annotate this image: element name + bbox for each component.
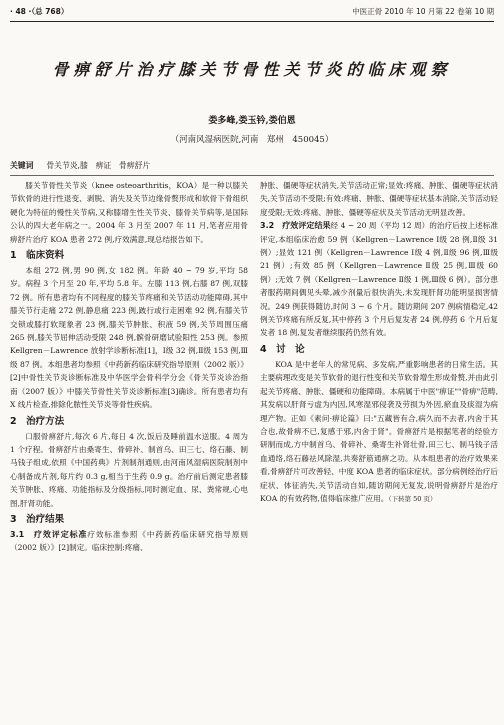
section-4-text: KOA 是中老年人的常见病、多发病,严重影响患者的日常生活。其主要病理改变是关节软骨的退行性变和关节软骨增生形成骨赘,并由此引起关节疼痛、肿胀、僵硬和功能障碍。本病属于中医"痹证""骨痹"范畴,其发病以肝肾亏虚为内因,风寒湿邪侵袭及劳损为外因,瘀血及痰湿为病理产物。正如《素问·痹论篇》曰:"五藏皆有合,病久而不去者,内舍于其合也,故骨痹不已,复感于邪,内舍于肾"。骨痹舒片是根据笔者的经验方研制而成,方中制首乌、骨碎补、桑寄生补肾壮骨,田三七、制马钱子活血通络,络石藤祛风除湿,共奏舒筋通痹之功。从本组患者的治疗效果来看,骨痹舒片可改善轻、中度 KOA 患者的临床症状。部分病例经治疗后症状、体征消失,关节活动自如,随访期间无复发,说明骨痹舒片是治疗 KOA 的有效药物,值得临床推广应用。 <box>260 359 498 503</box>
keywords <box>10 160 150 171</box>
section-3-1-continued: 肿胀、僵硬等症状消失,关节活动正常;显效:疼痛、肿胀、僵硬等症状消失,关节活动不受限;有效:疼痛、肿胀、僵硬等症状基本消除,关节活动轻度受限;无效:疼痛、肿胀、僵硬等症状及关节活动无明显改善。 <box>260 181 498 217</box>
keywords-text: 骨关节炎,膝 痹证 骨痹舒片 <box>46 161 151 170</box>
running-header <box>10 4 494 20</box>
affiliation: （河南风湿病医院,河南 郑州 450045） <box>170 135 334 145</box>
section-1-paragraph: 本组 272 例,男 90 例,女 182 例。年龄 40 ~ 79 岁,平均 58 岁。病程 3 个月至 20 年,平均 5.8 年。左膝 113 例,右膝 87 例,双膝 72 例。所有患者均有不同程度的膝关节疼痛和关节活动功能障碍,其中膝关节行走痛 272 例,静息痛 223 例,跛行或行走困难 92 例,有膝关节交锁或膝打软现象者 23 例,膝关节肿胀、积液 59 例,关节周围压痛 265 例,膝关节屈伸活动受限 248 例,髌骨研磨试验阳性 253 例。参照 Kellgren－Lawrence 放射学诊断标准[1]，Ⅰ级 32 例,Ⅱ级 153 例,Ⅲ级 87 例。本组患者均参照《中药新药临床研究指导原则（2002 版）》[2]中骨性关节炎诊断标准及中华医学会骨科学分会《骨关节炎诊治指南（2007 版）》中膝关节骨性关节炎诊断标准[3]确诊。所有患者均有 X 线片检查,排除化脓性关节炎等骨性疾病。 <box>10 266 248 410</box>
section-2-paragraph: 口服骨痹舒片,每次 6 片,每日 4 次,饭后及睡前温水送服。4 周为 1 个疗程。骨痹舒片由桑寄生、骨碎补、制首乌、田三七、络石藤、制马钱子组成,依照《中国药典》片剂制剂通则,由河南风湿病医院制剂中心制备成片剂,每片约 0.3 g,相当于生药 0.9 g。治疗前后测定患者膝关节肿胀、疼痛、功能指标及分级指标,同时测定血、尿、粪常规,心电图,肝肾功能。 <box>10 431 248 508</box>
section-1-heading: 1 临床资料 <box>10 250 65 262</box>
authors: 娄多峰,娄玉钤,娄伯恩 <box>208 116 296 126</box>
journal-info: 中医正骨 2010 年 10 月第 22 卷第 10 期 <box>352 7 494 16</box>
section-3-heading: 3 治疗结果 <box>10 513 65 525</box>
header-rule <box>10 21 494 22</box>
keywords-label: 关键词 <box>10 161 34 170</box>
section-3-2-heading: 3.2 疗效评定结果 <box>260 221 331 231</box>
article-title: 骨痹舒片治疗膝关节骨性关节炎的临床观察 <box>52 60 452 79</box>
right-column <box>260 179 498 506</box>
keywords-rule <box>10 175 494 176</box>
page-number: · 48 ·（总 768） <box>10 7 69 16</box>
section-3-2-text: 经 4 ~ 20 周（平均 12 周）的治疗后按上述标准评定,本组临床治愈 59 例（Kellgren－Lawrence Ⅰ级 28 例,Ⅱ级 31 例）;显效 121 例（Kellgren－Lawrence Ⅰ级 4 例,Ⅱ级 96 例,Ⅲ级 21 例）;有效 85 例（Kellgren－Lawrence Ⅱ级 25 例,Ⅲ级 60 例）;无效 7 例（Kellgren－Lawrence Ⅱ级 1 例,Ⅲ级 6 例）。部分患者服药期间偶见头晕,减少剂量后很快消失,未发现肝肾功能明显损害情况。249 例获得随访,时间 3 ~ 6 个月。随访期间 207 例病情稳定,42 例关节疼痛有所反复,其中停药 3 个月后复发者 24 例,停药 6 个月后复发者 18 例,复发者继续服药仍然有效。 <box>260 221 498 338</box>
section-4-paragraph <box>260 358 498 506</box>
section-2-heading: 2 治疗方法 <box>10 415 65 427</box>
section-3-1-heading: 3.1 疗效评定标准 <box>10 529 88 539</box>
section-3-1-text: 疗效标准参照《中药新药临床研究指导原则（2002 版）》[2]制定。临床控制:疼痛、 <box>10 529 249 553</box>
intro-paragraph: 膝关节骨性关节炎（knee osteoarthritis，KOA）是一种以膝关节软骨的进行性退变、剥脱、消失及关节边缘骨赘形成和软骨下骨组织硬化为特征的慢性关节病,又称膝增生性关节炎、膝骨关节病等,是国际公认的四大老年病之一。2004 年 3 月至 2007 年 11 月,笔者应用骨痹舒片治疗 KOA 患者 272 例,疗效满意,现总结报告如下。 <box>10 181 248 244</box>
left-column <box>10 179 248 555</box>
continued-note: （下转第 50 页） <box>388 494 437 503</box>
section-4-heading: 4 讨 论 <box>260 343 305 355</box>
